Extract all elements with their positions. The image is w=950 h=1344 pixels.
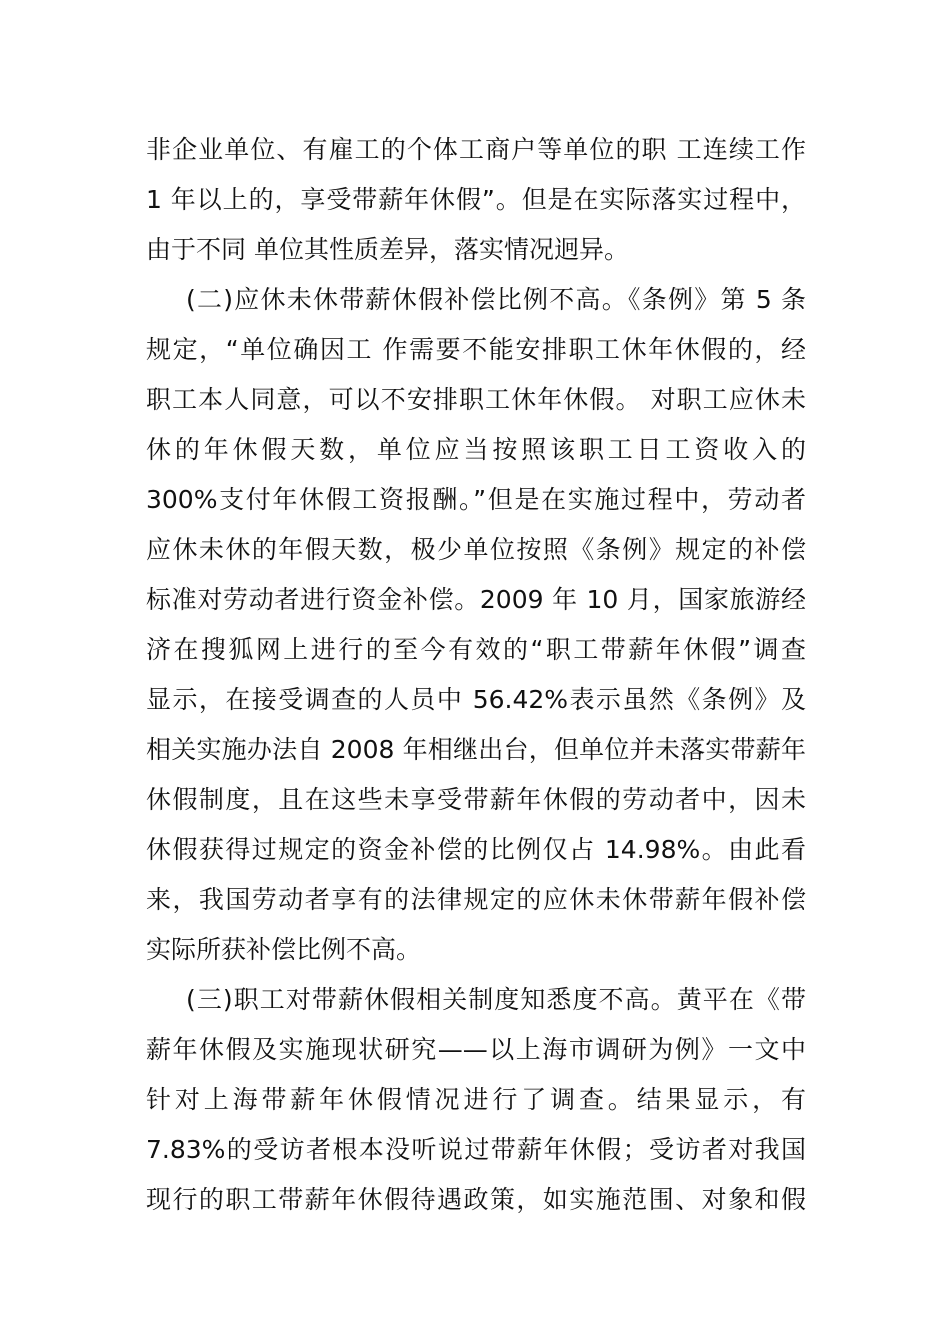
text-line: 非企业单位、有雇工的个体工商户等单位的职 工连续工作 [146, 135, 806, 164]
section-heading-line: (二)应休未休带薪休假补偿比例不高。《条例》第 5 条 [186, 285, 806, 314]
text-line: 针对上海带薪年休假情况进行了调查。结果显示，有 [146, 1085, 806, 1114]
text-line: 标准对劳动者进行资金补偿。2009 年 10 月，国家旅游经 [146, 585, 806, 614]
section-heading-line: (三)职工对带薪休假相关制度知悉度不高。黄平在《带 [186, 985, 806, 1014]
text-line: 济在搜狐网上进行的至今有效的“职工带薪年休假”调查 [146, 635, 806, 664]
text-line: 300%支付年休假工资报酬。”但是在实施过程中，劳动者 [146, 485, 806, 514]
text-line: 1 年以上的，享受带薪年休假”。但是在实际落实过程中， [146, 185, 806, 214]
text-line: 由于不同 单位其性质差异，落实情况迥异。 [146, 235, 629, 264]
text-line: 相关实施办法自 2008 年相继出台，但单位并未落实带薪年 [146, 735, 806, 764]
text-line: 规定，“单位确因工 作需要不能安排职工休年休假的，经 [146, 335, 806, 364]
text-line: 应休未休的年假天数，极少单位按照《条例》规定的补偿 [146, 535, 806, 564]
text-line: 休的年休假天数，单位应当按照该职工日工资收入的 [146, 435, 806, 464]
text-line: 显示，在接受调查的人员中 56.42%表示虽然《条例》及 [146, 685, 806, 714]
text-line: 7.83%的受访者根本没听说过带薪年休假；受访者对我国 [146, 1135, 806, 1164]
text-line: 职工本人同意，可以不安排职工休年休假。 对职工应休未 [146, 385, 806, 414]
text-line: 现行的职工带薪年休假待遇政策，如实施范围、对象和假 [146, 1185, 806, 1214]
text-line: 休假获得过规定的资金补偿的比例仅占 14.98%。由此看 [146, 835, 806, 864]
text-line: 休假制度，且在这些未享受带薪年休假的劳动者中，因未 [146, 785, 806, 814]
text-line: 实际所获补偿比例不高。 [146, 935, 422, 964]
text-line: 来，我国劳动者享有的法律规定的应休未休带薪年假补偿 [146, 885, 806, 914]
text-line: 薪年休假及实施现状研究——以上海市调研为例》一文中 [146, 1035, 806, 1064]
